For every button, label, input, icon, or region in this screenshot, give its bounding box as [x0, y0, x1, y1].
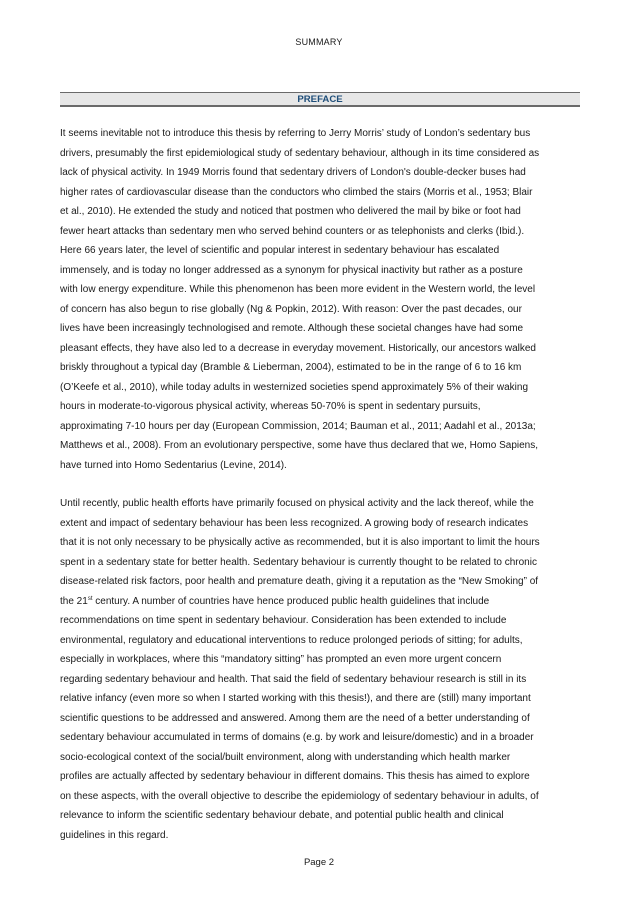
- text-line: drivers, presumably the first epidemiological study of sedentary behaviour, although in its time considered as: [60, 147, 540, 159]
- text-line: of concern has also begun to rise globally (Ng & Popkin, 2012). With reason: Over the past decades, our: [60, 303, 522, 315]
- text-line: regarding sedentary behaviour and health. That said the field of sedentary behaviour research is still in its: [60, 673, 527, 685]
- century-suffix: century. A number of countries have hence produced public health guidelines that include: [92, 595, 490, 607]
- text-line: profiles are actually affected by sedentary behaviour in different domains. This thesis has aimed to explore: [60, 771, 530, 782]
- text-line: scientific questions to be addressed and answered. Among them are the need of a better understanding of: [60, 712, 530, 724]
- text-line: on these aspects, with the overall objective to describe the epidemiology of sedentary behaviour in adults, of: [60, 790, 539, 802]
- text-line: relative infancy (even more so when I started working with this thesis!), and there are (still) many important: [60, 693, 531, 704]
- text-line: lives have been increasingly technologised and remote. Although these societal changes have had some: [60, 323, 524, 334]
- text-line: immensely, and is today no longer addressed as a synonym for physical inactivity but rather as a posture: [60, 264, 523, 276]
- text-line: lack of physical activity. In 1949 Morris found that sedentary drivers of London's double-decker buses had: [60, 167, 526, 178]
- page-number: Page 2: [303, 857, 335, 868]
- text-line: extent and impact of sedentary behaviour has been less recognized. A growing body of research indicates: [60, 517, 529, 529]
- text-line: Until recently, public health efforts have primarily focused on physical activity and the lack thereof, while the: [60, 498, 534, 509]
- text-line: relevance to inform the scientific sedentary behaviour debate, and potential public health and clinical: [60, 810, 504, 821]
- text-line: socio-ecological context of the social/built environment, along with understanding which health marker: [60, 751, 511, 763]
- text-line: briskly throughout a typical day (Bramble & Lieberman, 2004), estimated to be in the range of 6 to 16 km: [60, 362, 522, 373]
- text-line: Here 66 years later, the level of scientific and popular interest in sedentary behaviour has escalated: [60, 245, 500, 256]
- running-header: SUMMARY: [295, 37, 343, 47]
- text-line: pleasant effects, they have also led to a decrease in everyday movement. Historically, our ancestors walked: [60, 342, 536, 354]
- century-prefix: the 21: [60, 595, 88, 607]
- text-line: guidelines in this regard.: [60, 829, 169, 841]
- paragraph-2: [60, 494, 580, 845]
- text-line: et al., 2010). He extended the study and noticed that postmen who delivered the mail by bike or foot had: [60, 206, 521, 217]
- text-line: (O’Keefe et al., 2010), while today adults in westernized societies spend approximately 5% of their waking: [60, 381, 529, 393]
- text-line: have turned into Homo Sedentarius (Levine, 2014).: [60, 459, 287, 471]
- text-line: recommendations on time spent in sedentary behaviour. Consideration has been extended to include: [60, 615, 507, 626]
- text-line: approximating 7-10 hours per day (European Commission, 2014; Bauman et al., 2011; Aadahl et al., 2013a;: [60, 420, 536, 432]
- body-text: [60, 124, 580, 845]
- text-line: higher rates of cardiovascular disease than the conductors who climbed the stairs (Morris et al., 1953; Blair: [60, 186, 533, 198]
- section-divider: [60, 105, 580, 106]
- text-line: environmental, regulatory and educational interventions to reduce prolonged periods of sitting; for adults,: [60, 634, 523, 646]
- section-title: PREFACE: [297, 94, 343, 105]
- text-line: sedentary behaviour accumulated in terms of domains (e.g. by work and leisure/domestic) and in a broader: [60, 732, 534, 743]
- text-line: with low energy expenditure. While this phenomenon has been more evident in the Western world, the level: [60, 284, 536, 295]
- text-line: Matthews et al., 2008). From an evolutionary perspective, some have thus declared that we, Homo Sapiens,: [60, 440, 539, 451]
- text-line: fewer heart attacks than sedentary men who served behind counters or as telephonists and clerks (Ibid.).: [60, 225, 525, 237]
- ordinal-superscript: st: [87, 595, 93, 602]
- text-line: disease-related risk factors, poor health and premature death, giving it a reputation as the “New Smoking” of: [60, 576, 539, 587]
- text-line: especially in workplaces, where this “mandatory sitting” has prompted an even more urgent concern: [60, 654, 502, 665]
- text-line: that it is not only necessary to be physically active as recommended, but it is also important to limit the hours: [60, 537, 540, 548]
- text-line: spent in a sedentary state for better health. Sedentary behaviour is currently thought to be related to chronic: [60, 556, 537, 568]
- paragraph-1: [60, 124, 580, 475]
- text-line: It seems inevitable not to introduce this thesis by referring to Jerry Morris’ study of London’s sedentary bus: [60, 128, 531, 139]
- text-line-with-superscript: [60, 592, 580, 612]
- text-line: hours in moderate-to-vigorous physical activity, whereas 50-70% is spent in sedentary pursuits,: [60, 401, 481, 412]
